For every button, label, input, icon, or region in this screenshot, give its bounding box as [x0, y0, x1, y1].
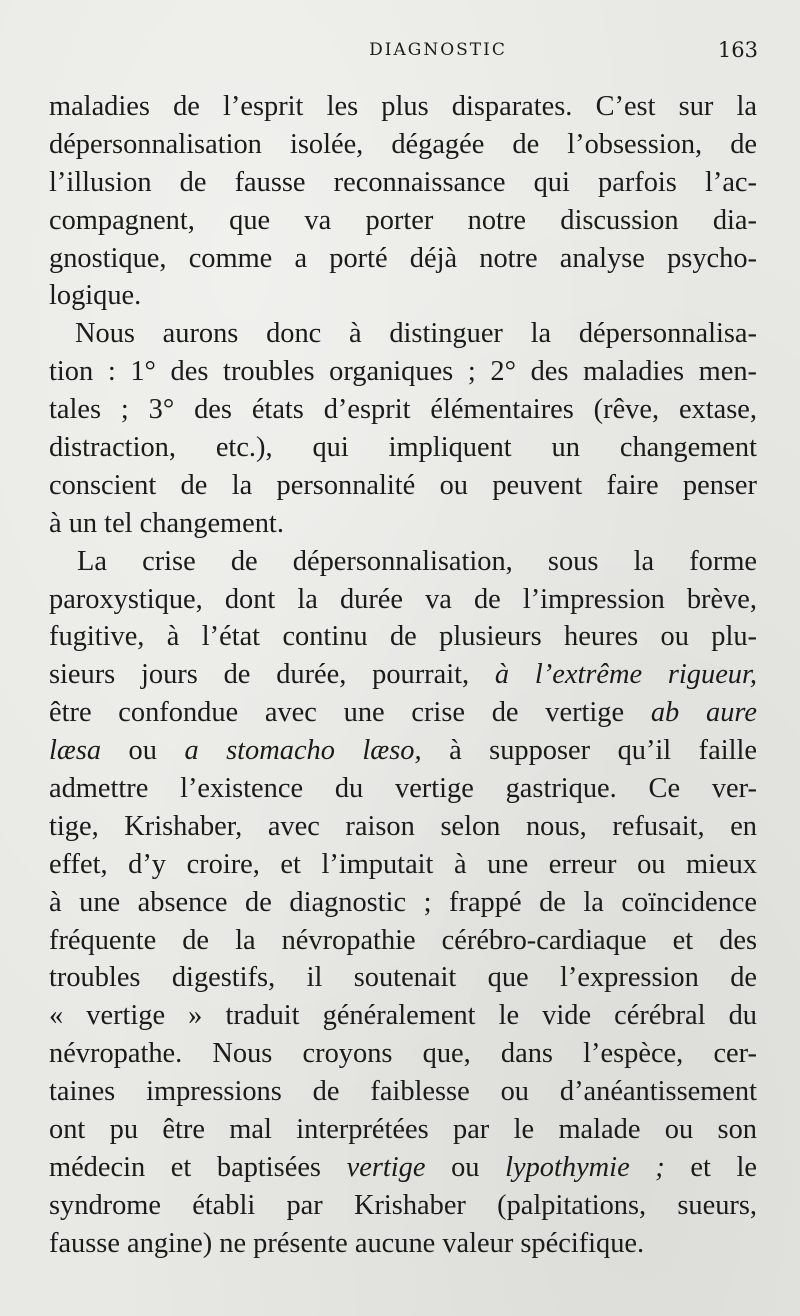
text-segment: paroxystique, dont la durée va de l’impression brève,: [49, 583, 757, 615]
italic-text: vertige: [346, 1151, 426, 1183]
paragraph: [49, 543, 757, 1263]
text-segment: tion : 1° des troubles organiques ; 2° des maladies men-: [49, 356, 757, 388]
paragraph: [49, 315, 757, 542]
text-line: [49, 164, 757, 202]
text-segment: conscient de la personnalité ou peuvent faire penser: [49, 469, 757, 501]
text-line: [49, 1225, 757, 1263]
text-line: [49, 997, 757, 1035]
text-line: [49, 277, 757, 315]
running-head: [48, 40, 758, 66]
text-segment: maladies de l’esprit les plus disparates. C’est sur la: [49, 91, 757, 122]
text-line: [49, 1073, 757, 1111]
text-segment: admettre l’existence du vertige gastrique. Ce ver-: [49, 773, 757, 805]
text-segment: fugitive, à l’état continu de plusieurs heures ou plu-: [49, 621, 757, 653]
text-line: [49, 126, 757, 164]
running-head-title: DIAGNOSTIC: [369, 40, 507, 60]
text-line: [49, 1187, 757, 1225]
text-segment: troubles digestifs, il soutenait que l’expression de: [49, 962, 757, 994]
text-segment: sieurs jours de durée, pourrait,: [49, 659, 495, 691]
text-segment: névropathe. Nous croyons que, dans l’espèce, cer-: [49, 1038, 757, 1070]
text-line: [49, 1035, 757, 1073]
text-line: [49, 505, 757, 543]
text-segment: effet, d’y croire, et l’imputait à une erreur ou mieux: [49, 848, 757, 880]
text-segment: fausse angine) ne présente aucune valeur spécifique.: [49, 1227, 645, 1259]
text-line: [49, 808, 757, 846]
text-segment: dépersonnalisation isolée, dégagée de l’obsession, de: [49, 128, 757, 160]
text-line: [49, 391, 757, 429]
text-line: [49, 315, 757, 353]
text-segment: distraction, etc.), qui impliquent un changement: [49, 432, 757, 464]
italic-text: læsa: [49, 735, 102, 767]
body-text: [49, 88, 757, 1263]
text-line: [49, 88, 757, 126]
text-segment: gnostique, comme a porté déjà notre analyse psycho-: [49, 242, 757, 274]
text-line: [49, 429, 757, 467]
text-line: [49, 694, 757, 732]
text-segment: logique.: [49, 280, 142, 312]
text-segment: ou: [425, 1151, 506, 1183]
text-segment: être confondue avec une crise de vertige: [49, 697, 651, 729]
text-line: [49, 884, 757, 922]
text-segment: à une absence de diagnostic ; frappé de la coïncidence: [49, 886, 757, 918]
text-segment: tales ; 3° des états d’esprit élémentaires (rêve, extase,: [49, 394, 757, 426]
text-segment: fréquente de la névropathie cérébro-cardiaque et des: [49, 924, 757, 956]
italic-text: a stomacho læso,: [184, 735, 422, 767]
text-line: [49, 846, 757, 884]
text-line: [49, 202, 757, 240]
text-line: [49, 922, 757, 960]
text-segment: Nous aurons donc à distinguer la dépersonnalisa-: [75, 318, 757, 350]
text-line: [49, 353, 757, 391]
text-line: [49, 618, 757, 656]
text-line: [49, 467, 757, 505]
text-line: [49, 1149, 757, 1187]
text-line: [49, 732, 757, 770]
text-line: [49, 1111, 757, 1149]
italic-text: à l’extrême rigueur,: [494, 659, 757, 691]
text-segment: l’illusion de fausse reconnaissance qui parfois l’ac-: [49, 166, 757, 198]
italic-text: ab aure: [650, 697, 757, 729]
italic-text: lypothymie ;: [505, 1151, 665, 1183]
text-segment: syndrome établi par Krishaber (palpitations, sueurs,: [49, 1189, 757, 1221]
text-segment: et le: [664, 1151, 757, 1183]
text-line: [49, 770, 757, 808]
text-segment: « vertige » traduit généralement le vide cérébral du: [49, 1000, 757, 1032]
text-segment: taines impressions de faiblesse ou d’anéantissement: [49, 1076, 757, 1108]
text-segment: ou: [101, 735, 185, 767]
text-line: [49, 959, 757, 997]
text-line: [49, 543, 757, 581]
text-line: [49, 656, 757, 694]
text-segment: à supposer qu’il faille: [421, 735, 757, 767]
text-line: [49, 581, 757, 619]
text-segment: ont pu être mal interprétées par le malade ou son: [49, 1114, 757, 1146]
page-number: 163: [717, 38, 758, 62]
text-segment: La crise de dépersonnalisation, sous la forme: [77, 545, 757, 577]
text-segment: à un tel changement.: [49, 507, 284, 539]
text-segment: médecin et baptisées: [49, 1151, 347, 1183]
text-segment: tige, Krishaber, avec raison selon nous, refusait, en: [49, 810, 757, 842]
paragraph: [49, 88, 757, 315]
text-segment: compagnent, que va porter notre discussion dia-: [49, 204, 757, 236]
text-line: [49, 240, 757, 278]
